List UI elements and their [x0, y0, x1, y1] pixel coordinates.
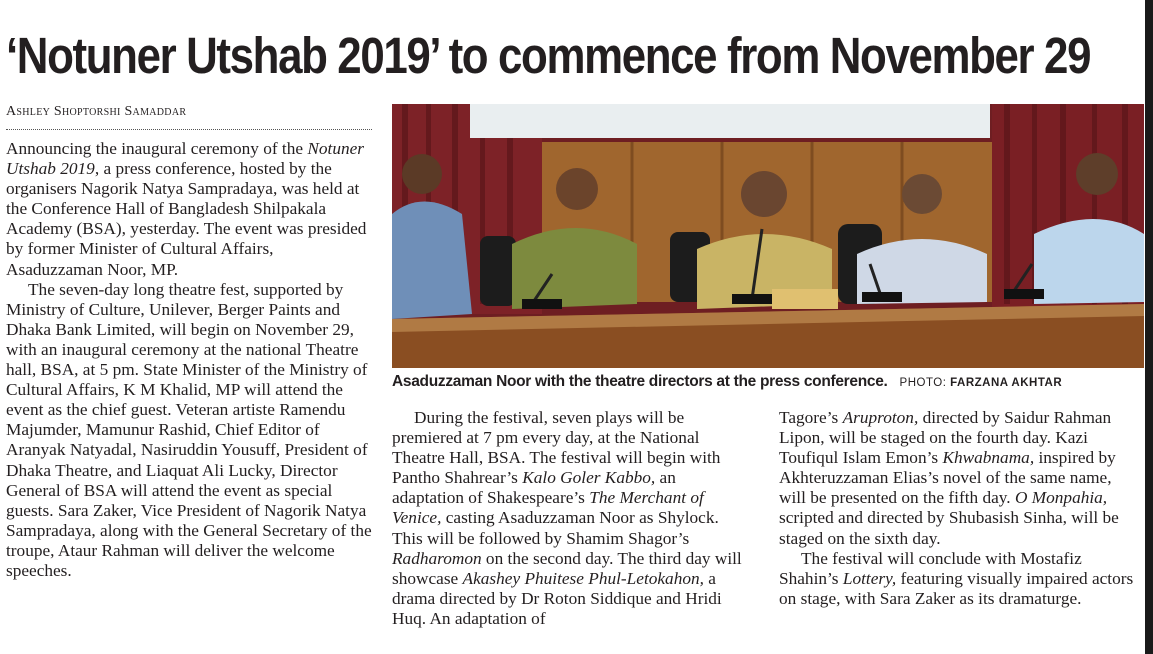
article-column-3: [779, 408, 1141, 609]
article-column-1: [6, 139, 372, 581]
photo-credit: PHOTO: FARZANA AKHTAR: [899, 377, 1063, 389]
page-edge: [1145, 0, 1153, 654]
byline: Ashley Shoptorshi Samaddar: [6, 104, 372, 130]
paragraph: The festival will conclude with Mostafiz Shahin’s Lottery, featuring visually impaired actors on stage, with Sara Zaker as its dramaturge.: [779, 548, 1134, 608]
article-column-2: [392, 408, 742, 629]
photo-caption: [392, 373, 1144, 397]
paragraph: The seven-day long theatre fest, supported by Ministry of Culture, Unilever, Berger Paints and Dhaka Bank Limited, will begin on November 29, with an inaugural ceremony at the national Theatre hall, BSA, at 5 pm. State Minister of the Ministry of Cultural Affairs, K M Khalid, MP will attend the event as the chief guest. Veteran artiste Ramendu Majumder, Mamunur Rashid, Chief Editor of Aranyak Natyadal, Nasiruddin Yousuff, President of Dhaka Theatre, and Liaquat Ali Lucky, Director General of BSA will attend the event as special guests. Sara Zaker, Vice President of Nagorik Natya Sampradaya, along with the General Secretary of the troupe, Ataur Rahman will deliver the welcome speeches.: [6, 279, 372, 580]
paragraph: Announcing the inaugural ceremony of the Notuner Utshab 2019, a press conference, hosted by the organisers Nagorik Natya Sampradaya, was held at the Conference Hall of Bangladesh Shilpakala Academy (BSA), yesterday. The event was presided by former Minister of Cultural Affairs, Asaduzzaman Noor, MP.: [6, 139, 367, 279]
paragraph: During the festival, seven plays will be premiered at 7 pm every day, at the National Theatre Hall, BSA. The festival will begin with Pantho Shahrear’s Kalo Goler Kabbo, an adaptation of Shakespeare’s The Merchant of Venice, casting Asaduzzaman Noor as Shylock. This will be followed by Shamim Shagor’s Radharomon on the second day. The third day will showcase Akashey Phuitese Phul-Letokahon, a drama directed by Dr Roton Siddique and Hridi Huq. An adaptation of: [392, 408, 742, 628]
caption-text: Asaduzzaman Noor with the theatre directors at the press conference.: [392, 373, 888, 390]
paragraph: Tagore’s Aruproton, directed by Saidur Rahman Lipon, will be staged on the fourth day. Kazi Toufiqul Islam Emon’s Khwabnama, inspired by Akhteruzzaman Elias’s novel of the same name, will be presented on the fifth day. O Monpahia, scripted and directed by Shubasish Sinha, will be staged on the sixth day.: [779, 408, 1119, 548]
headline: ‘Notuner Utshab 2019’ to commence from November 29: [6, 27, 1091, 84]
press-conference-photo: [392, 104, 1144, 368]
